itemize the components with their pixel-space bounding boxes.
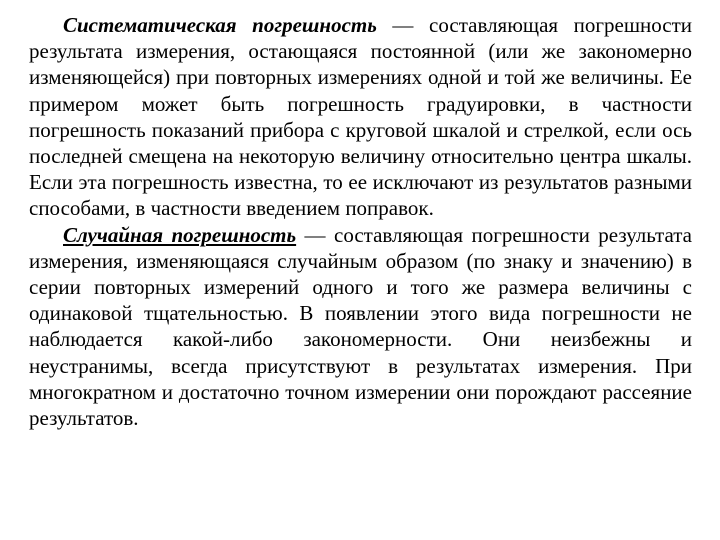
term-systematic-error: Систематическая погрешность <box>63 13 377 37</box>
paragraph-random-error <box>29 222 692 432</box>
definition-random-error: — составляющая погрешности результата измерения, изменяющаяся случайным образом (по знаку и значению) в серии повторных измерений одного и того же размера величины с одинаковой тщательностью. В появлении этого вида погрешности не наблюдается какой-либо закономерности. Они неизбежны и неустранимы, всегда присутствуют в результатах измерения. При многократном и достаточно точном измерении они порождают рассеяние результатов. <box>29 222 692 431</box>
term-random-error: Случайная погрешность <box>63 222 297 247</box>
paragraph-systematic-error <box>29 12 692 222</box>
definition-systematic-error: — составляющая погрешности результата измерения, остающаяся постоянной (или же закономерно изменяющейся) при повторных измерениях одной и той же величины. Ее примером может быть погрешность градуировки, в частности погрешность показаний прибора с круговой шкалой и стрелкой, если ось последней смещена на некоторую величину относительно центра шкалы. Если эта погрешность известна, то ее исключают из результатов разными способами, в частности введением поправок. <box>29 13 692 221</box>
